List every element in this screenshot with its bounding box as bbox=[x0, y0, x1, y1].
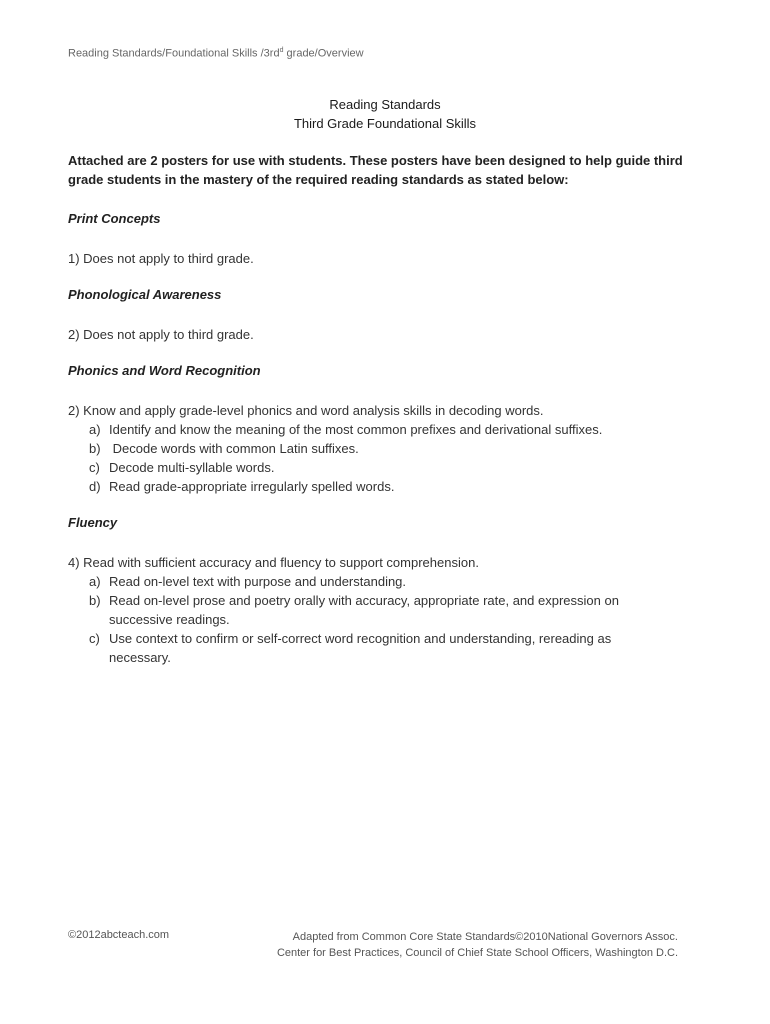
sub-item-text: Read on-level prose and poetry orally with accuracy, appropriate rate, and expression on bbox=[109, 593, 619, 608]
footer-attribution-line-2: Center for Best Practices, Council of Chief State School Officers, Washington D.C. bbox=[276, 947, 678, 959]
header-suffix: grade/Overview bbox=[283, 47, 364, 60]
section-title-phonological-awareness: Phonological Awareness bbox=[68, 287, 222, 302]
footer-attribution bbox=[277, 929, 678, 961]
standard-item: 2) Does not apply to third grade. bbox=[68, 327, 254, 342]
section-title-print-concepts: Print Concepts bbox=[68, 211, 161, 226]
sub-item-text: Use context to confirm or self-correct word recognition and understanding, rereading as bbox=[109, 631, 612, 646]
sub-item bbox=[89, 477, 689, 496]
page-header bbox=[68, 47, 364, 60]
sub-item-continuation: successive readings. bbox=[109, 612, 230, 627]
sub-item-marker: b) bbox=[89, 593, 101, 608]
document-title bbox=[0, 95, 770, 133]
section-title-phonics: Phonics and Word Recognition bbox=[68, 363, 261, 378]
sub-item bbox=[89, 458, 689, 477]
sub-item bbox=[89, 591, 689, 629]
sub-item-marker: c) bbox=[89, 631, 100, 646]
sub-item-continuation: necessary. bbox=[109, 650, 171, 665]
header-prefix: Reading Standards/Foundational Skills /3rd bbox=[68, 47, 280, 60]
sub-item-text: Decode words with common Latin suffixes. bbox=[109, 441, 359, 456]
sub-item-marker: c) bbox=[89, 460, 100, 475]
intro-paragraph: Attached are 2 posters for use with students. These posters have been designed to help guide third grade students in the mastery of the required reading standards as stated below: bbox=[68, 153, 683, 187]
standard-item: 4) Read with sufficient accuracy and fluency to support comprehension. bbox=[68, 555, 479, 570]
footer-attribution-line-1: Adapted from Common Core State Standards©2010National Governors Assoc. bbox=[292, 931, 678, 943]
standard-item: 1) Does not apply to third grade. bbox=[68, 251, 254, 266]
sub-item-marker: d) bbox=[89, 479, 101, 494]
sub-item-marker: a) bbox=[89, 574, 101, 589]
sub-item bbox=[89, 439, 689, 458]
sub-item bbox=[89, 629, 689, 667]
sub-item-marker: b) bbox=[89, 441, 101, 456]
title-line-1: Reading Standards bbox=[329, 97, 441, 112]
title-line-2: Third Grade Foundational Skills bbox=[293, 116, 477, 131]
standard-item: 2) Know and apply grade-level phonics and word analysis skills in decoding words. bbox=[68, 403, 544, 418]
sub-item bbox=[89, 572, 689, 591]
sub-item-marker: a) bbox=[89, 422, 101, 437]
sub-item-text: Read grade-appropriate irregularly spelled words. bbox=[109, 479, 395, 494]
section-title-fluency: Fluency bbox=[68, 515, 118, 530]
sub-item-text: Read on-level text with purpose and understanding. bbox=[109, 574, 407, 589]
sub-item-text: Identify and know the meaning of the most common prefixes and derivational suffixes. bbox=[109, 422, 603, 437]
header-superscript: d bbox=[279, 47, 284, 54]
footer-copyright: ©2012abcteach.com bbox=[68, 929, 170, 941]
sub-item bbox=[89, 420, 689, 439]
sub-item-text: Decode multi-syllable words. bbox=[109, 460, 275, 475]
